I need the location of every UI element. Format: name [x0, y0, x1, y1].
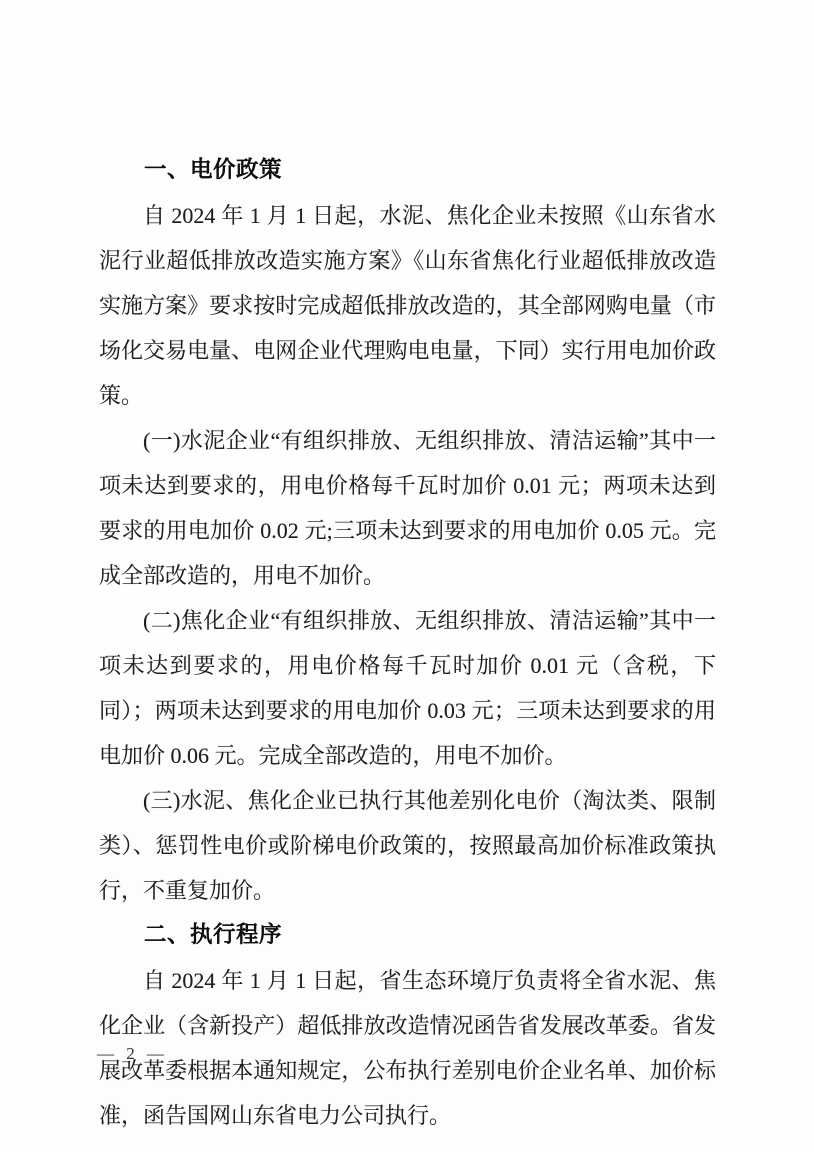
page-number: — 2 — — [97, 1044, 168, 1063]
section-heading-price-policy: 一、电价政策 — [144, 157, 283, 183]
paragraph-procedure: 自 2024 年 1 月 1 日起，省生态环境厅负责将全省水泥、焦化企业（含新投产）超低排放改造情况函告省发展改革委。省发展改革委根据本通知规定，公布执行差别电价企业名单、加价标准，函告国网山东省电力公司执行。 — [99, 968, 716, 1128]
paragraph-item-3-overlap-rule: (三)水泥、焦化企业已执行其他差别化电价（淘汰类、限制类）、惩罚性电价或阶梯电价政策的，按照最高加价标准政策执行，不重复加价。 — [99, 788, 716, 903]
paragraph-item-1-cement: (一)水泥企业“有组织排放、无组织排放、清洁运输”其中一项未达到要求的，用电价格每千瓦时加价 0.01 元；两项未达到要求的用电加价 0.02 元;三项未达到要求的用电加价 0.05 元。完成全部改造的，用电不加价。 — [99, 428, 716, 588]
document-body — [99, 148, 716, 1138]
section-heading-execution-procedure: 二、执行程序 — [144, 922, 283, 948]
paragraph-item-2-coking: (二)焦化企业“有组织排放、无组织排放、清洁运输”其中一项未达到要求的，用电价格每千瓦时加价 0.01 元（含税，下同）；两项未达到要求的用电加价 0.03 元；三项未达到要求的用电加价 0.06 元。完成全部改造的，用电不加价。 — [99, 608, 716, 768]
paragraph-policy-intro: 自 2024 年 1 月 1 日起，水泥、焦化企业未按照《山东省水泥行业超低排放改造实施方案》《山东省焦化行业超低排放改造实施方案》要求按时完成超低排放改造的，其全部网购电量（市场化交易电量、电网企业代理购电电量，下同）实行用电加价政策。 — [99, 203, 716, 408]
